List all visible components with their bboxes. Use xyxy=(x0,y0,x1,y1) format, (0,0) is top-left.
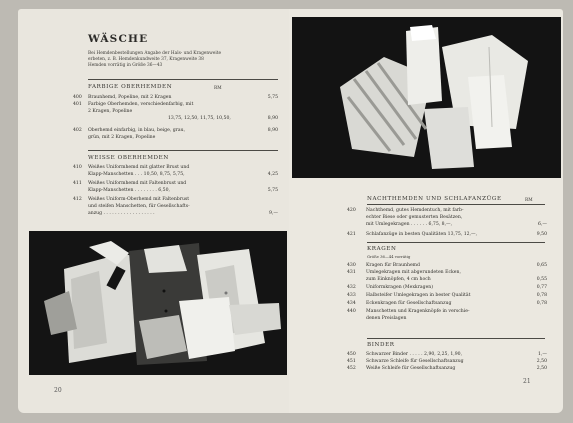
catalog-row xyxy=(347,208,547,229)
catalog-row xyxy=(73,165,278,179)
item-description: Weiße Schleife für Gesellschaftsanzug xyxy=(366,366,456,371)
section-title: FARBIGE OBERHEMDEN xyxy=(88,84,173,90)
item-description: Manschetten und Kragenknöpfe in verschie- xyxy=(366,309,470,314)
item-description: Weißes Uniformhemd mit Faltenbrust und xyxy=(88,181,187,186)
intro-line: Bei Hemdenbestellungen Angabe der Hals- und Kragenweite xyxy=(88,51,222,56)
item-price: 0,78 xyxy=(536,301,547,306)
item-number: 420 xyxy=(347,208,356,213)
item-price: 2,50 xyxy=(536,366,547,371)
item-description: Weißes Uniformhemd mit glatter Brust und xyxy=(88,165,190,170)
item-price: 0,65 xyxy=(536,263,547,268)
catalog-row xyxy=(73,181,278,195)
item-description: mit Umlegekragen . . . . . . 6,75, 8,—, xyxy=(366,222,453,227)
item-price: 5,75 xyxy=(267,95,278,100)
item-price: 0,78 xyxy=(536,293,547,298)
item-price: 0,55 xyxy=(536,277,547,282)
item-description: Uniformkragen (Mexkragen) xyxy=(366,285,434,290)
item-number: 401 xyxy=(73,102,82,107)
item-number: 434 xyxy=(347,301,356,306)
page-number: 20 xyxy=(54,387,62,394)
item-description: Halbsteifer Umlegekragen in bester Qualität xyxy=(366,293,471,298)
item-price: 0,77 xyxy=(536,285,547,290)
intro-line: Hemden vorrätig in Größe 36—43 xyxy=(88,63,163,68)
item-description: anzug . . . . . . . . . . . . . . . . . . xyxy=(88,211,155,216)
item-price: 8,90 xyxy=(267,128,278,133)
item-price: 5,75 xyxy=(267,188,278,193)
item-number: 400 xyxy=(73,95,82,100)
item-price: 8,90 xyxy=(267,116,278,121)
item-number: 440 xyxy=(347,309,356,314)
item-number: 412 xyxy=(73,197,82,202)
left-page xyxy=(18,9,289,413)
section-title: BINDER xyxy=(367,342,395,348)
item-description: denen Preislagen xyxy=(366,316,407,321)
divider xyxy=(367,204,545,205)
item-description: Umlegekragen mit abgerundeten Ecken, xyxy=(366,270,461,275)
divider xyxy=(367,242,545,243)
divider xyxy=(88,79,278,80)
item-number: 421 xyxy=(347,232,356,237)
intro-line: erbeten, z. B. Hemdenkundweite 37, Kragenweite 38 xyxy=(88,57,204,62)
nightshirts-image xyxy=(292,17,561,178)
divider xyxy=(367,338,545,339)
section-subtitle: Größe 36—44 vorrätig xyxy=(367,254,411,259)
catalog-row xyxy=(73,197,278,218)
section-title: NACHTHEMDEN UND SCHLAFANZÜGE xyxy=(367,196,502,202)
nightwear-photo xyxy=(292,17,561,178)
item-description: zum Einknöpfen, 4 cm hoch xyxy=(366,277,431,282)
item-description: Schlafanzüge in besten Qualitäten 13,75, 12,—, xyxy=(366,232,478,237)
catalog-row xyxy=(347,270,547,284)
item-description: Nachthemd, gutes Hemdentuch, mit farb- xyxy=(366,208,464,213)
item-number: 411 xyxy=(73,181,82,186)
catalog-row xyxy=(347,309,547,323)
item-description: Klapp-Manschetten . . . 10,50, 8,75, 5,75, xyxy=(88,172,185,177)
item-number: 432 xyxy=(347,285,356,290)
divider xyxy=(88,150,278,151)
item-description: echter Biese oder gemusterten Besätzen, xyxy=(366,215,463,220)
item-price: 4,25 xyxy=(267,172,278,177)
item-number: 431 xyxy=(347,270,356,275)
item-number: 452 xyxy=(347,366,356,371)
currency-label: RM xyxy=(214,86,222,91)
item-price: 2,50 xyxy=(536,359,547,364)
item-price: 6,— xyxy=(538,222,547,227)
item-description: 13,75, 12,50, 11,75, 10,50, xyxy=(168,116,231,121)
item-description: 2 Kragen, Popeline xyxy=(88,109,133,114)
section-title: KRAGEN xyxy=(367,246,397,252)
currency-label: RM xyxy=(525,198,533,203)
item-description: Schwarze Schleife für Gesellschaftsanzug xyxy=(366,359,464,364)
item-description: grün, mit 2 Kragen, Popeline xyxy=(88,135,156,140)
page-heading: WÄSCHE xyxy=(88,33,149,45)
item-description: Oberhemd einfarbig, in blau, beige, grau, xyxy=(88,128,186,133)
item-description: Weißes Uniform-Oberhemd mit Faltenbrust xyxy=(88,197,190,202)
white-shirts-image xyxy=(29,231,287,375)
item-description: Kragen für Braunhemd xyxy=(366,263,420,268)
item-number: 430 xyxy=(347,263,356,268)
catalog-row xyxy=(73,128,278,142)
item-price: 9,50 xyxy=(536,232,547,237)
item-number: 410 xyxy=(73,165,82,170)
shirts-photo xyxy=(29,231,287,375)
item-number: 433 xyxy=(347,293,356,298)
page-number: 21 xyxy=(523,378,531,385)
item-description: und steifen Manschetten, für Gesellschafts- xyxy=(88,204,190,209)
item-number: 451 xyxy=(347,359,356,364)
item-price: 9,— xyxy=(269,211,278,216)
item-description: Eckenkragen für Gesellschaftsanzug xyxy=(366,301,452,306)
section-title: WEISSE OBERHEMDEN xyxy=(88,155,169,161)
item-description: Klapp-Manschetten . . . . . . . . 6,50, xyxy=(88,188,170,193)
right-page xyxy=(289,9,563,413)
item-price: 1,— xyxy=(538,352,547,357)
item-number: 450 xyxy=(347,352,356,357)
item-description: Farbige Oberhemden, verschiedenfarbig, mit xyxy=(88,102,194,107)
intro-text xyxy=(88,51,278,69)
item-description: Schwarzer Binder . . . . . 2,90, 2,25, 1,90, xyxy=(366,352,463,357)
item-description: Braunhemd, Popeline, mit 2 Kragen xyxy=(88,95,172,100)
item-number: 402 xyxy=(73,128,82,133)
